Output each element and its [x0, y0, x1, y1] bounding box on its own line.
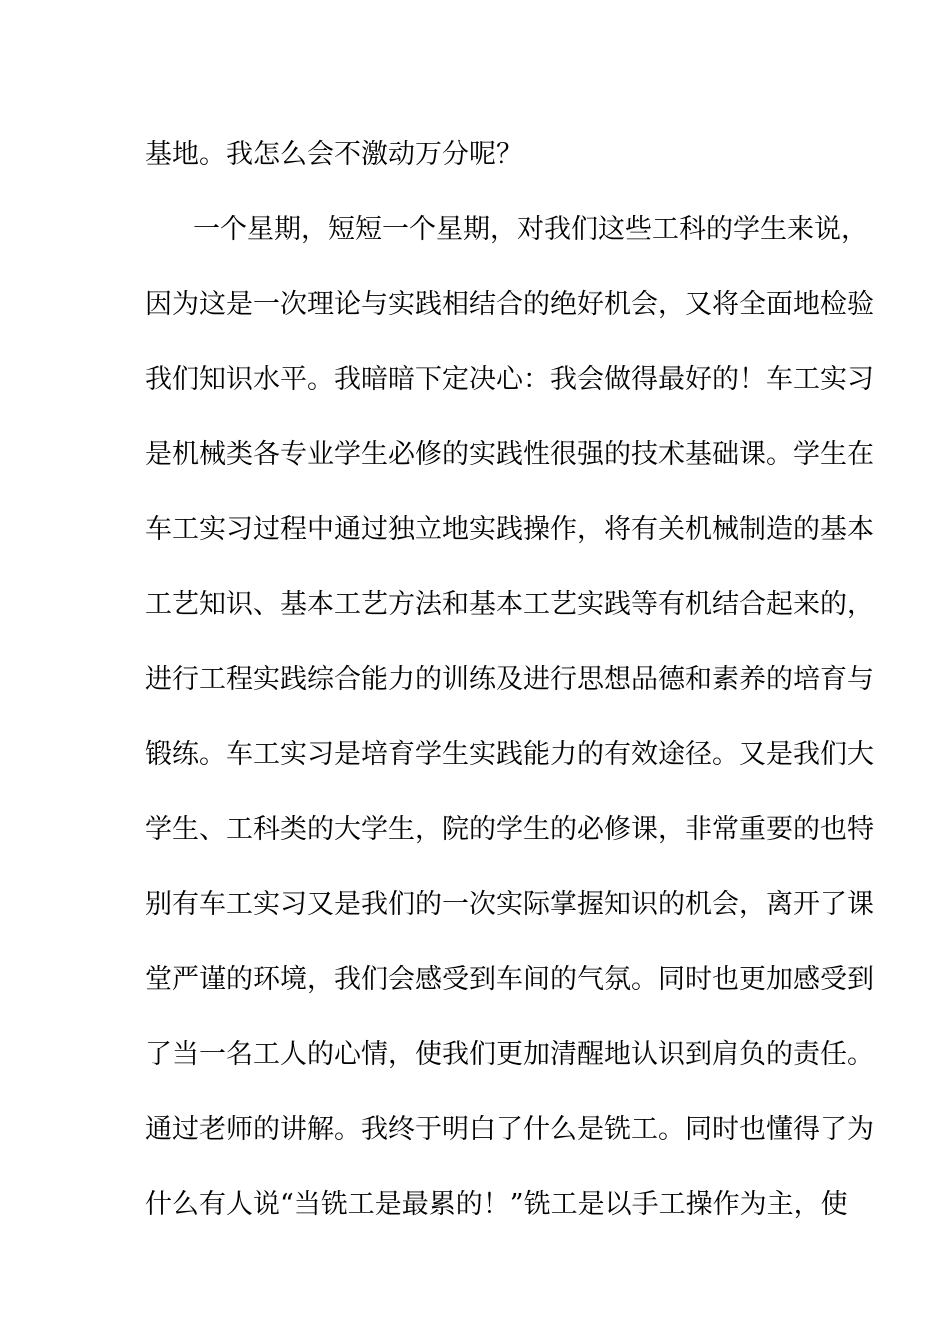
text-line: 工艺知识、基本工艺方法和基本工艺实践等有机结合起来的，	[145, 589, 874, 620]
text-line: 进行工程实践综合能力的训练及进行思想品德和素养的培育与	[145, 664, 874, 695]
text-line: 我们知识水平。我暗暗下定决心：我会做得最好的！车工实习	[145, 364, 874, 395]
text-line: 车工实习过程中通过独立地实践操作，将有关机械制造的基本	[145, 514, 874, 545]
text-line: 别有车工实习又是我们的一次实际掌握知识的机会，离开了课	[145, 889, 874, 920]
text-line: 什么有人说“当铣工是最累的！”铣工是以手工操作为主，使	[145, 1189, 848, 1220]
text-line: 一个星期，短短一个星期，对我们这些工科的学生来说，	[193, 214, 868, 245]
text-line: 了当一名工人的心情，使我们更加清醒地认识到肩负的责任。	[145, 1039, 874, 1070]
text-line: 基地。我怎么会不激动万分呢？	[145, 139, 523, 170]
text-line: 学生、工科类的大学生，院的学生的必修课，非常重要的也特	[145, 814, 874, 845]
text-line: 通过老师的讲解。我终于明白了什么是铣工。同时也懂得了为	[145, 1114, 874, 1145]
text-line: 堂严谨的环境，我们会感受到车间的气氛。同时也更加感受到	[145, 964, 874, 995]
text-line: 锻练。车工实习是培育学生实践能力的有效途径。又是我们大	[145, 739, 874, 770]
document-body	[145, 131, 874, 1256]
text-line: 因为这是一次理论与实践相结合的绝好机会，又将全面地检验	[145, 289, 874, 320]
text-line: 是机械类各专业学生必修的实践性很强的技术基础课。学生在	[145, 439, 874, 470]
